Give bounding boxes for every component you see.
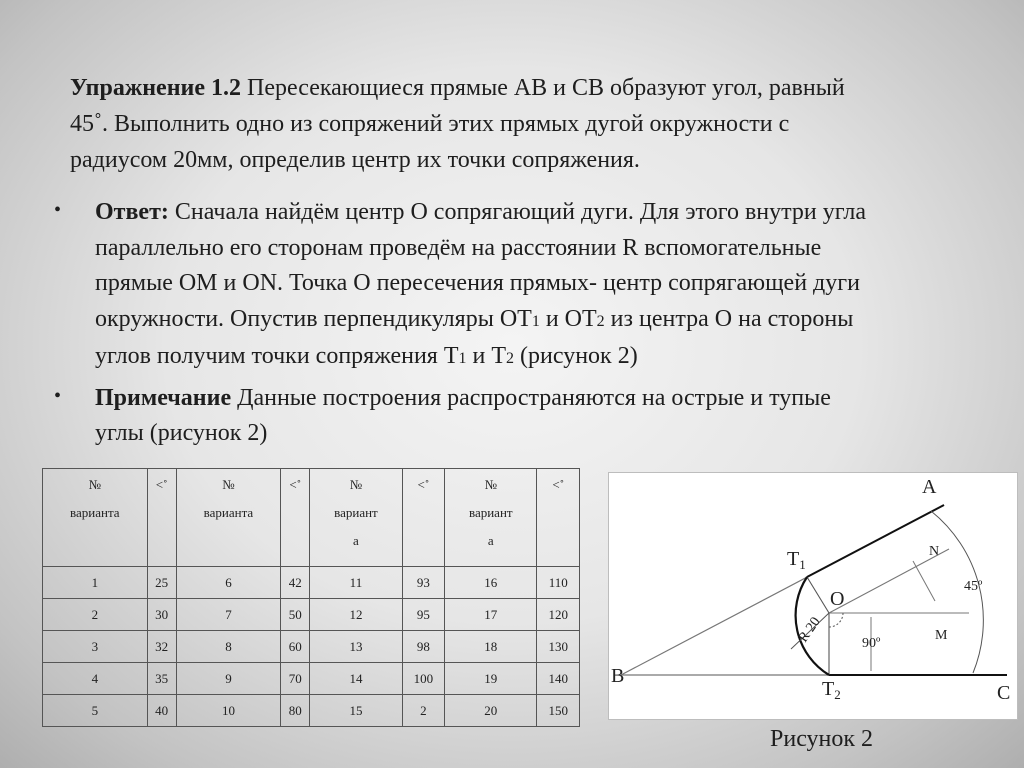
header-text: № (222, 477, 235, 492)
table-cell: 35 (147, 663, 176, 695)
table-header-row (43, 469, 580, 567)
header-text: № (484, 477, 497, 492)
label-a: A (922, 476, 937, 498)
table-cell: 110 (537, 567, 580, 599)
header-text: а (487, 533, 494, 548)
header-cell (147, 469, 176, 567)
table-cell: 17 (445, 599, 537, 631)
exercise-label: Упражнение 1.2 (70, 75, 242, 101)
title-line-3: радиусом 20мм, определив центр их точки сопряжения. (70, 147, 640, 173)
answer-text-4b: и OT (539, 305, 597, 332)
header-text: № (349, 477, 363, 492)
table-cell: 12 (310, 599, 402, 631)
header-cell (402, 469, 444, 567)
label-m: M (935, 628, 948, 643)
label-t2 (822, 678, 841, 702)
subscript: 2 (596, 312, 605, 330)
table-cell: 130 (537, 631, 580, 663)
header-text: вариант (334, 505, 378, 520)
subscript: 2 (506, 350, 515, 367)
header-text: варианта (203, 505, 254, 520)
header-text: № (88, 477, 102, 492)
answer-text-4a: окружности. Опустив перпендикуляры OT (95, 305, 532, 332)
label-t1-sub: 1 (799, 557, 806, 572)
label-c: C (997, 682, 1011, 704)
table-row (43, 631, 580, 663)
note-line-1 (95, 381, 1010, 417)
note-line-2: углы (рисунок 2) (95, 420, 268, 446)
table-cell: 2 (43, 599, 148, 631)
answer-line-5 (95, 339, 1010, 377)
header-cell (43, 469, 148, 567)
answer-text-5b: и T (466, 343, 507, 369)
subscript: 1 (458, 350, 467, 367)
answer-line-1 (95, 195, 1010, 231)
title-line-1 (70, 70, 1000, 106)
answer-bullet (50, 195, 1010, 377)
figure-caption: Рисунок 2 (770, 726, 874, 752)
label-b: B (611, 665, 625, 687)
header-text: <˚ (417, 477, 430, 492)
label-n: N (929, 544, 940, 559)
table-row (43, 695, 580, 727)
table-cell: 30 (147, 599, 176, 631)
label-t1 (787, 548, 806, 572)
table-cell: 14 (310, 663, 402, 695)
bullet-dot: • (54, 384, 62, 407)
header-cell (537, 469, 580, 567)
header-text: варианта (70, 505, 120, 520)
answer-text-5a: углов получим точки сопряжения T (95, 343, 459, 369)
header-cell (310, 469, 402, 567)
table-cell: 42 (281, 567, 310, 599)
table-cell: 7 (176, 599, 281, 631)
table-cell: 3 (43, 631, 148, 663)
table-cell: 5 (43, 695, 148, 727)
label-radius: R 20 (795, 614, 824, 646)
label-angle-45: 45º (964, 579, 983, 594)
label-t1-main: T (787, 548, 800, 570)
bullet-dot: • (54, 199, 62, 221)
table-cell: 15 (310, 695, 402, 727)
note-bullet (50, 381, 1010, 452)
label-t2-main: T (822, 678, 835, 700)
table-row (43, 663, 580, 695)
table-cell: 50 (281, 599, 310, 631)
table-cell: 40 (147, 695, 176, 727)
header-text: а (353, 533, 359, 548)
table-row (43, 599, 580, 631)
table-cell: 80 (281, 695, 310, 727)
table-cell: 98 (402, 631, 444, 663)
table-cell: 120 (537, 599, 580, 631)
table-cell: 9 (176, 663, 281, 695)
table-cell: 18 (445, 631, 537, 663)
header-cell (176, 469, 281, 567)
note-text-1: Данные построения распространяются на острые и тупые (231, 384, 831, 411)
table-cell: 95 (402, 599, 444, 631)
table-cell: 93 (402, 567, 444, 599)
right-angle-arc (829, 613, 843, 627)
table-cell: 2 (402, 695, 444, 727)
header-cell (445, 469, 537, 567)
answer-line-4 (95, 302, 1010, 340)
table-cell: 8 (176, 631, 281, 663)
table-cell: 150 (537, 695, 580, 727)
exercise-title (70, 70, 1000, 178)
label-angle-90: 90º (862, 636, 881, 651)
table-cell: 1 (43, 567, 148, 599)
construction-diagram (609, 473, 1017, 719)
title-text-1: Пересекающиеся прямые AB и CB образуют угол, равный (241, 75, 845, 101)
header-text: вариант (468, 505, 513, 520)
table-cell: 100 (402, 663, 444, 695)
table-cell: 140 (537, 663, 580, 695)
bullet-list (50, 195, 1010, 452)
answer-text-5c: (рисунок 2) (514, 343, 638, 369)
figure-2 (608, 472, 1018, 720)
subscript: 1 (531, 312, 540, 330)
table-cell: 60 (281, 631, 310, 663)
table-cell: 11 (310, 567, 402, 599)
line-o-t1 (807, 577, 829, 613)
table-cell: 19 (445, 663, 537, 695)
dimension-n (913, 561, 935, 601)
header-text: <˚ (552, 477, 565, 492)
table-cell: 6 (176, 567, 281, 599)
table-cell: 13 (310, 631, 402, 663)
table-cell: 16 (445, 567, 537, 599)
label-t2-sub: 2 (834, 687, 841, 702)
header-cell (281, 469, 310, 567)
answer-line-3: прямые OM и ON. Точка О пересечения прямых- центр сопрягающей дуги (95, 270, 860, 296)
table-cell: 10 (176, 695, 281, 727)
answer-label: Ответ: (95, 199, 169, 225)
header-text: <˚ (155, 477, 168, 492)
title-line-2: 45˚. Выполнить одно из сопряжений этих прямых дугой окружности с (70, 111, 790, 137)
table-cell: 70 (281, 663, 310, 695)
label-o: O (830, 588, 845, 610)
answer-line-2: параллельно его сторонам проведём на расстоянии R вспомогательные (95, 234, 822, 261)
note-label: Примечание (95, 384, 232, 411)
line-t1-a (807, 505, 944, 577)
variants-table (42, 468, 580, 727)
header-text: <˚ (289, 477, 302, 492)
answer-text-4c: из центра О на стороны (604, 305, 854, 332)
table-cell: 4 (43, 663, 148, 695)
table-row (43, 567, 580, 599)
table-cell: 32 (147, 631, 176, 663)
answer-text-1: Сначала найдём центр O сопрягающий дуги. Для этого внутри угла (168, 199, 866, 225)
table-cell: 25 (147, 567, 176, 599)
table-cell: 20 (445, 695, 537, 727)
